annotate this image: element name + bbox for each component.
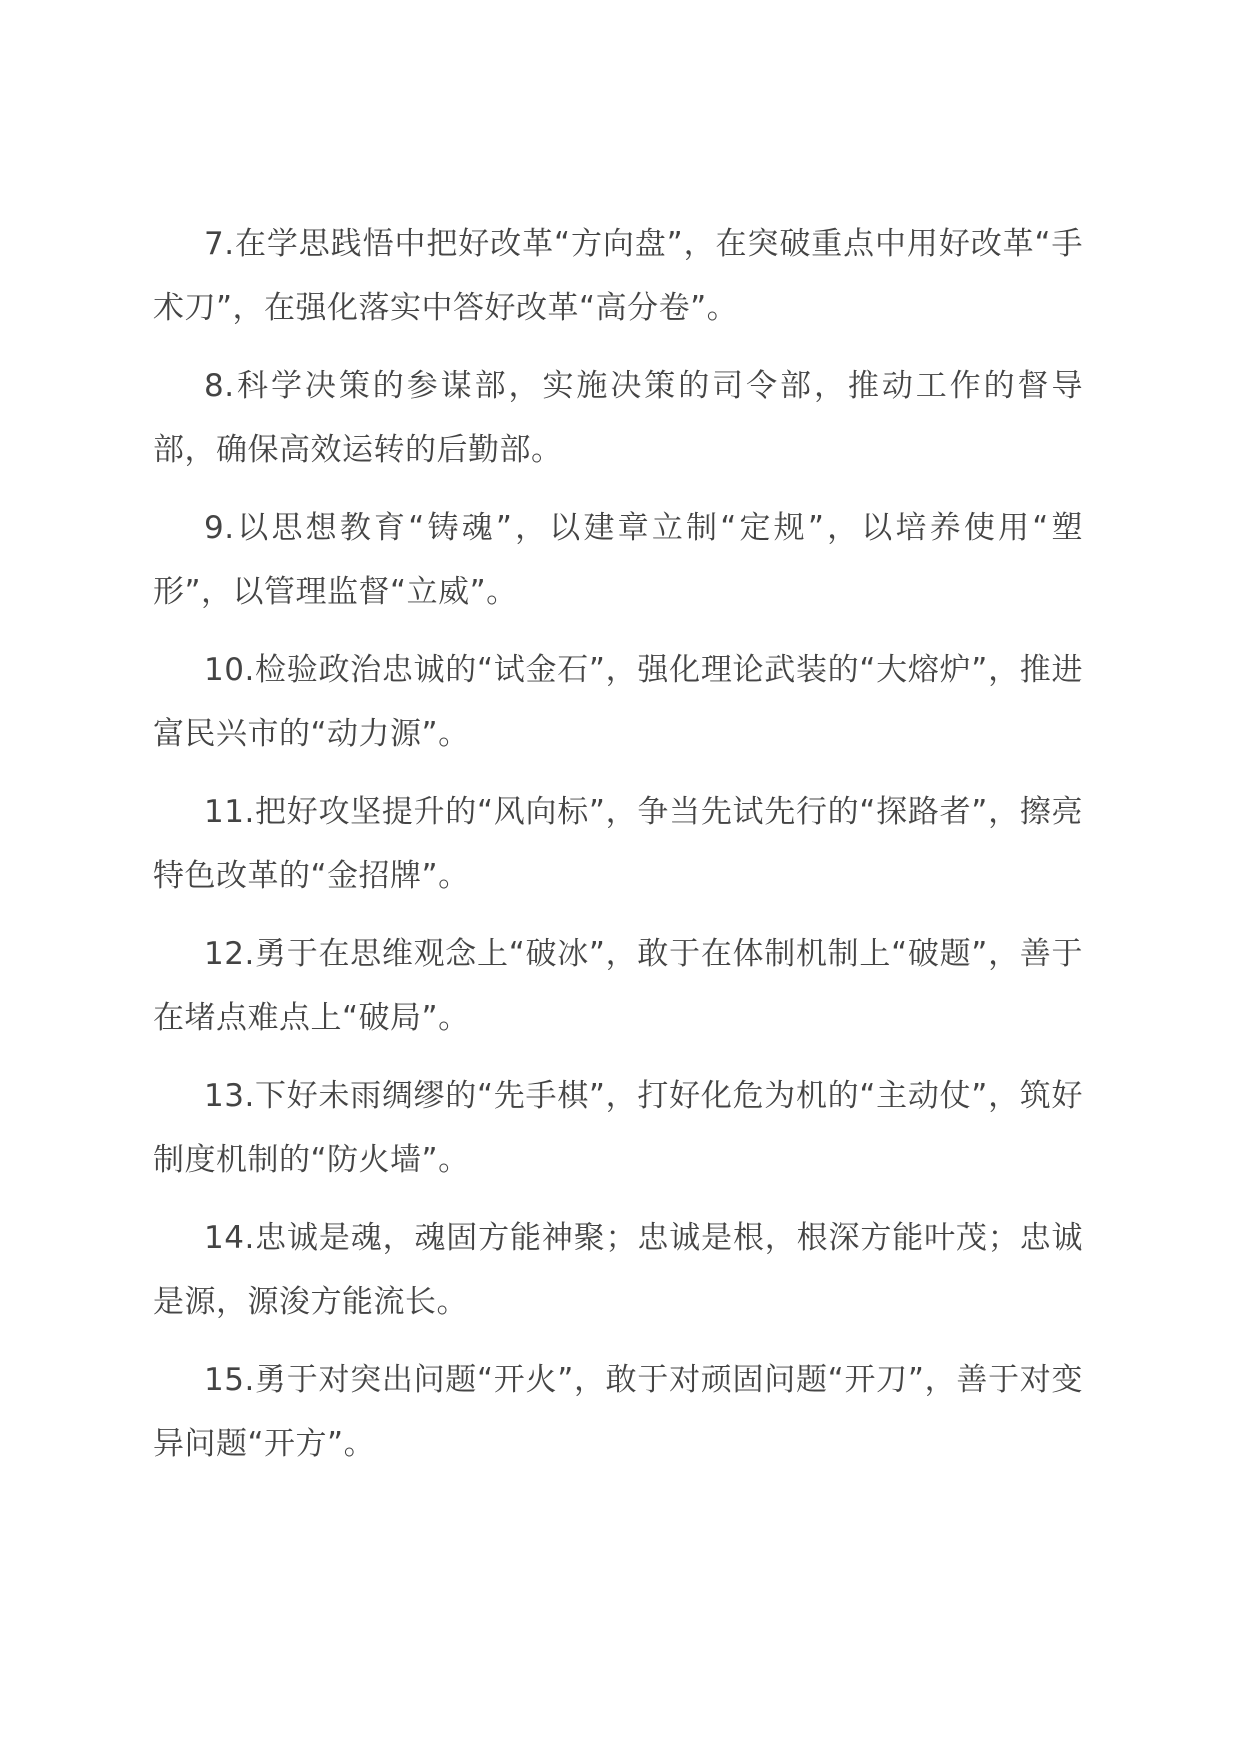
document-body [153,212,1083,1490]
paragraph-8: 8.科学决策的参谋部，实施决策的司令部，推动工作的督导部，确保高效运转的后勤部。 [153,368,1083,468]
paragraph-10: 10.检验政治忠诚的“试金石”，强化理论武装的“大熔炉”，推进富民兴市的“动力源”。 [153,652,1083,752]
paragraph-12: 12.勇于在思维观念上“破冰”，敢于在体制机制上“破题”，善于在堵点难点上“破局”。 [153,936,1083,1036]
paragraph-11: 11.把好攻坚提升的“风向标”，争当先试先行的“探路者”，擦亮特色改革的“金招牌”。 [153,794,1083,894]
paragraph-15: 15.勇于对突出问题“开火”，敢于对顽固问题“开刀”，善于对变异问题“开方”。 [153,1362,1083,1462]
paragraph-13: 13.下好未雨绸缪的“先手棋”，打好化危为机的“主动仗”，筑好制度机制的“防火墙”。 [153,1078,1083,1178]
paragraph-7: 7.在学思践悟中把好改革“方向盘”，在突破重点中用好改革“手术刀”，在强化落实中答好改革“高分卷”。 [153,226,1083,326]
paragraph-9: 9.以思想教育“铸魂”，以建章立制“定规”，以培养使用“塑形”，以管理监督“立威”。 [153,510,1083,610]
paragraph-14: 14.忠诚是魂，魂固方能神聚；忠诚是根，根深方能叶茂；忠诚是源，源浚方能流长。 [153,1220,1083,1320]
